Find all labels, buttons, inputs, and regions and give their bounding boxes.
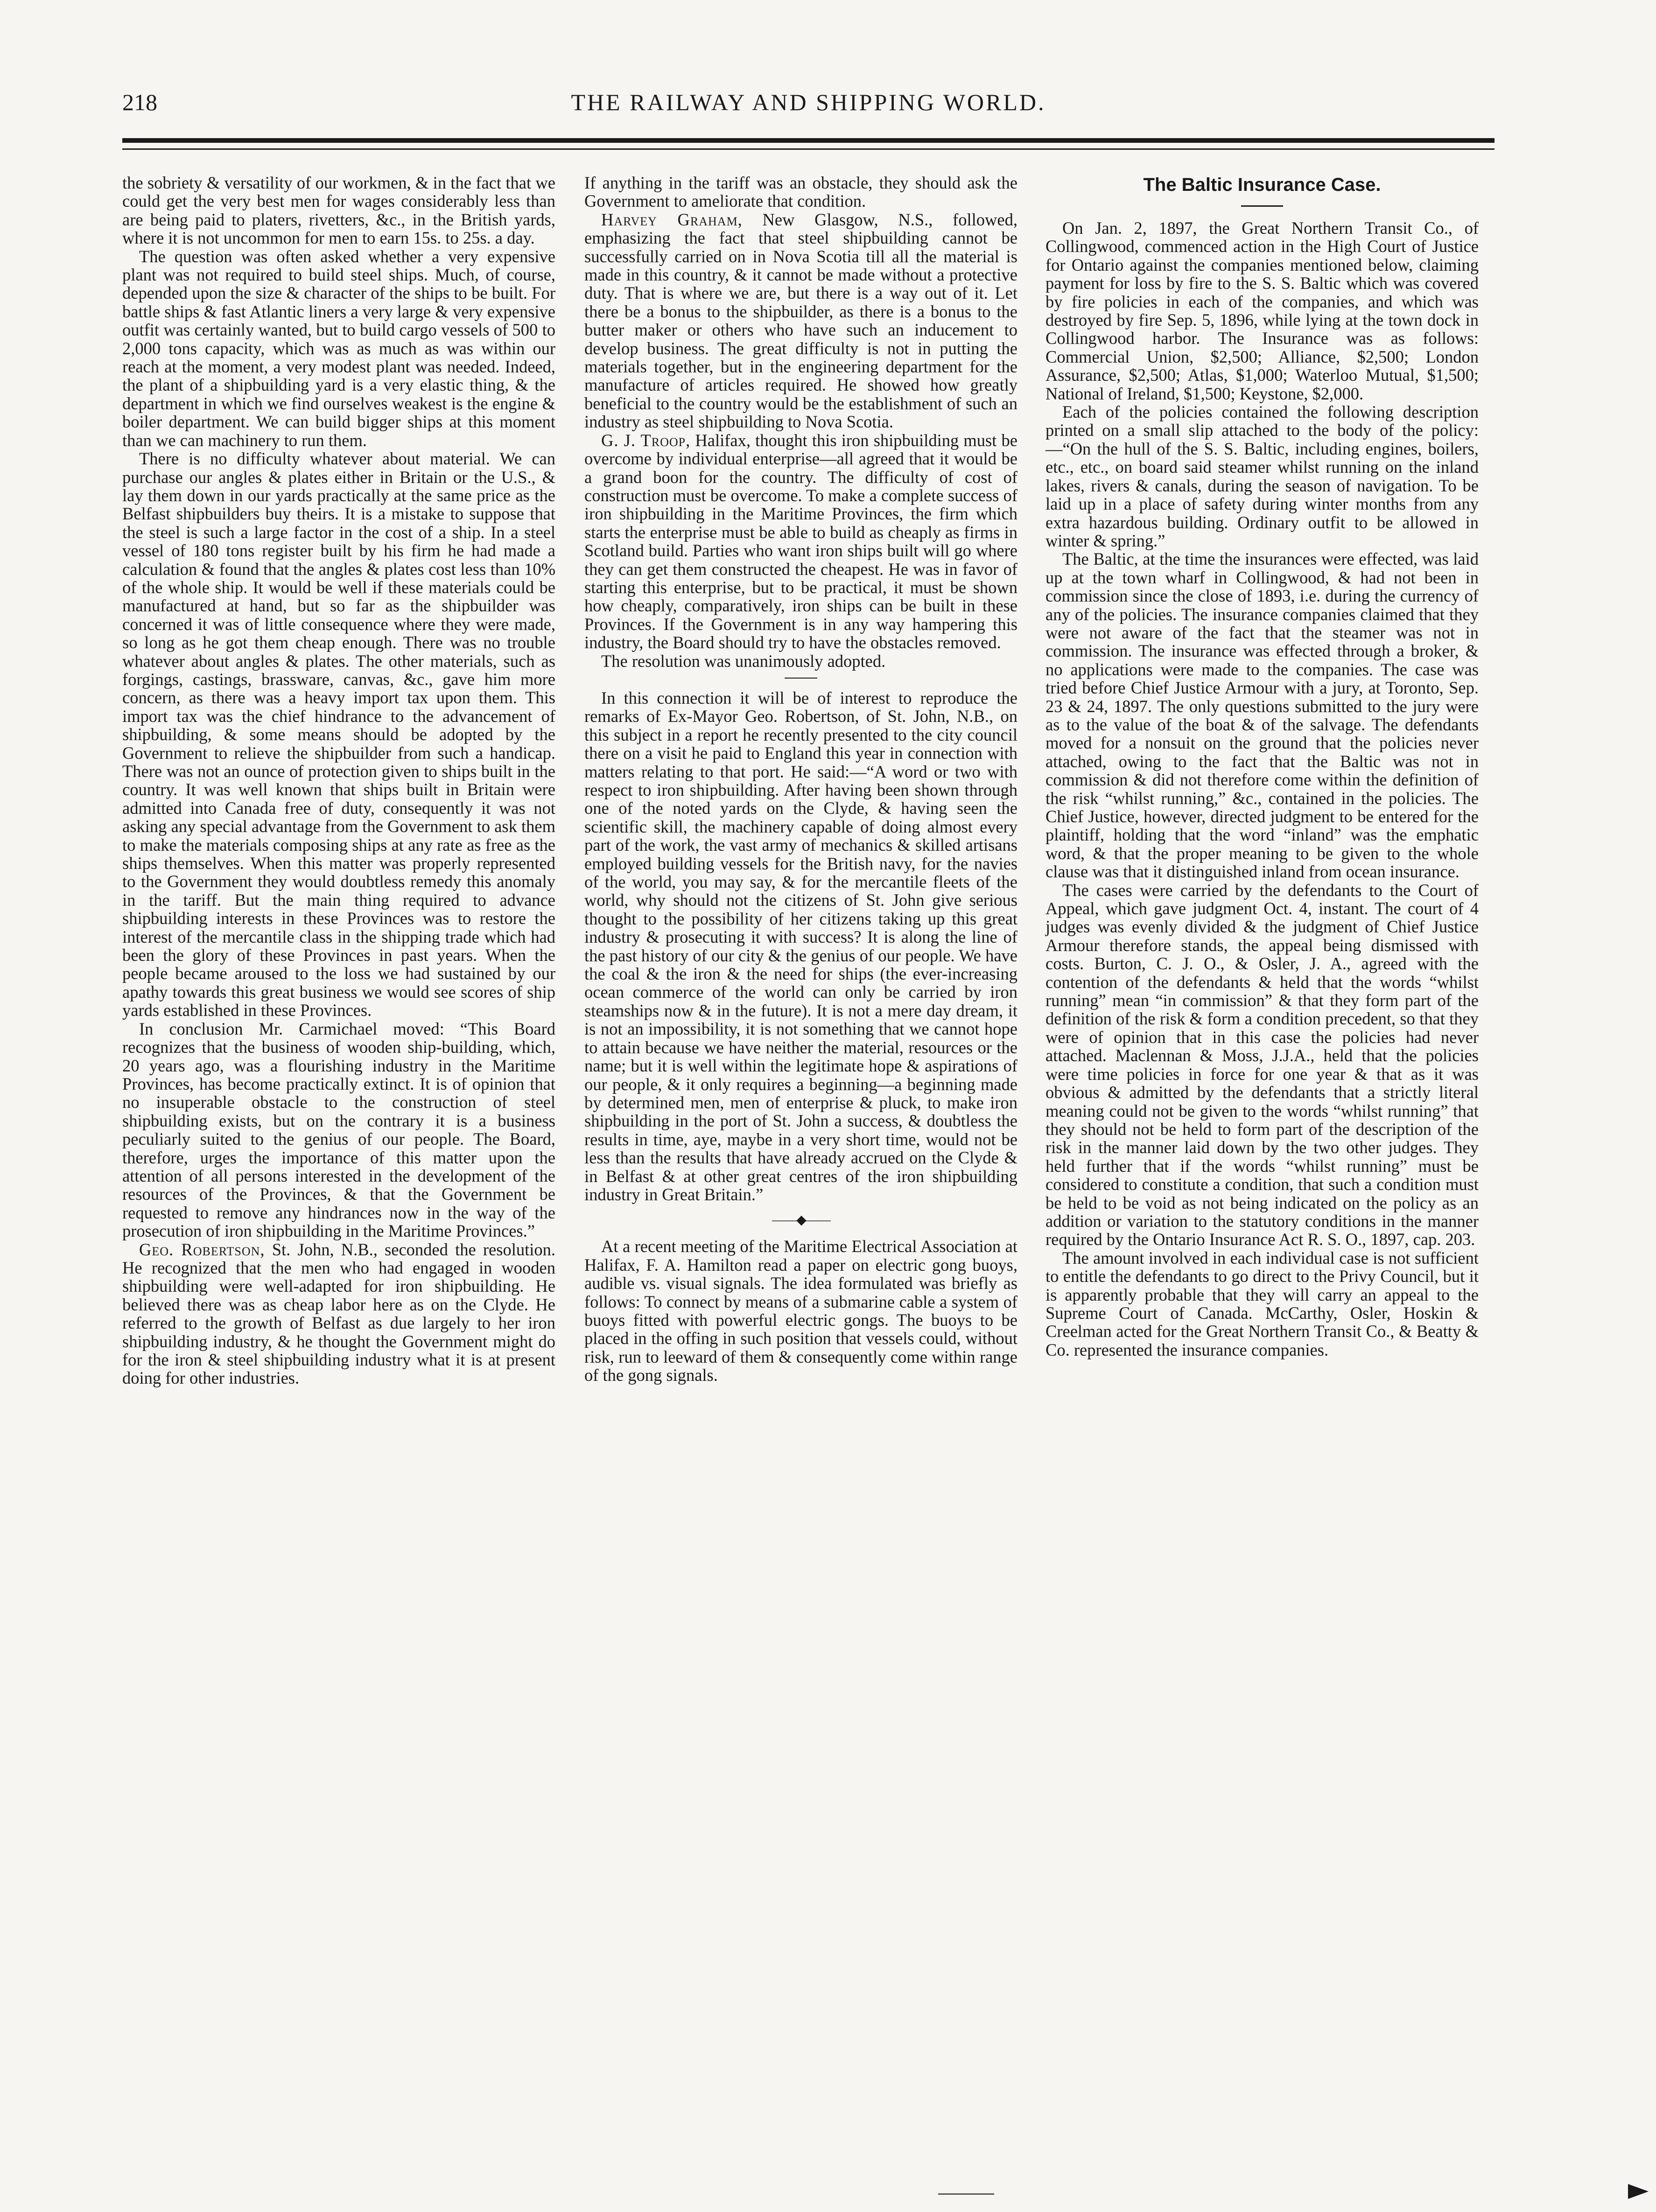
column-1 bbox=[122, 174, 555, 1387]
masthead-title: THE RAILWAY AND SHIPPING WORLD. bbox=[571, 89, 1046, 115]
col1-paragraph-2: The question was often asked whether a very expensive plant was not required to build steel ships. Much, of course, depended upon the size & character of the ships to be built. For battle ships & fast Atlantic liners a very large & very expensive outfit was certainly wanted, but to build cargo vessels of 500 to 2,000 tons capacity, which was as much as was within our reach at the moment, a very modest plant was needed. Indeed, the plant of a shipbuilding yard is a very elastic thing, & the department in which we find ourselves weakest is the engine & boiler department. We can build bigger ships at this moment than we can machinery to run them. bbox=[122, 246, 555, 450]
col3-paragraph-4: The cases were carried by the defendants to the Court of Appeal, which gave judgment Oct. 4, instant. The court of 4 judges was evenly divided & the judgment of Chief Justice Armour therefore stands, the appeal being dismissed with costs. Burton, C. J. O., & Osler, J. A., agreed with the contention of the defendants & held that the words “whilst running” mean “in commission” & that they form part of the definition of the risk & form a condition precedent, so that they were of opinion that in this case the policies had never attached. Maclennan & Moss, J.J.A., held that the policies were time policies in force for one year & that as it was obvious & admitted by the defendants that a strictly literal meaning could not be given to the words “whilst running” that they should not be held to form part of the description of the risk in the manner laid down by the two other judges. They held further that if the words “whilst running” must be considered to constitute a condition, that such a condition must be held to be void as not being indicated on the policy as an addition or variation to the statutory conditions in the manner required by the Ontario Insurance Act R. S. O., 1897, cap. 203. bbox=[1046, 880, 1479, 1249]
col2-paragraph-2-text: New Glasgow, N.S., followed, emphasizing the fact that steel shipbuilding cannot be successfully carried on in Nova Scotia till all the material is made in this country, & it cannot be made without a protective duty. That is where we are, but there is a way out of it. Let there be a bonus to the shipbuilder, as there is a bonus to the butter maker or others who have such an inducement to develop business. The great difficulty is not in putting the materials together, but in the engineering department for the manufacture of articles required. He showed how greatly beneficial to the country would be the establishment of such an industry as steel shipbuilding to Nova Scotia. bbox=[584, 210, 1017, 432]
col2-paragraph-5: In this connection it will be of interest to reproduce the remarks of Ex-Mayor Geo. Robertson, of St. John, N.B., on this subject in a report he recently presented to the city council there on a visit he paid to England this year in connection with matters relating to that port. He said:—“A word or two with respect to iron shipbuilding. After having been shown through one of the noted yards on the Clyde, & having seen the scientific skill, the machinery capable of doing almost every part of the work, the vast army of mechanics & skilled artisans employed building vessels for the British navy, for the navies of the world, you may say, & for the mercantile fleets of the world, why should not the citizens of St. John give serious thought to the possibility of her citizens taking up this great industry & prosecuting it with success? It is along the line of the past history of our city & the genius of our people. We have the coal & the iron & the need for ships (the ever-increasing ocean commerce of the world can only be carried by iron steamships now & in the future). It is not a mere day dream, it is not an impossibility, it is not something that we cannot hope to attain because we have neither the material, resources or the name; but it is well within the legitimate hope & aspirations of our people, & it only requires a beginning—a beginning made by determined men, men of enterprise & pluck, to make iron shipbuilding in the port of St. John a success, & doubtless the results in time, aye, maybe in a very short time, would not be less than the results that have already accrued on the Clyde & in Belfast & at other great centres of the iron shipbuilding industry in Great Britain.” bbox=[584, 688, 1017, 1204]
header-rule-thick bbox=[122, 138, 1495, 143]
col1-paragraph-5-text: St. John, N.B., seconded the resolution. He recognized that the men who had engaged in wooden shipbuilding were well-adapted for iron shipbuilding. He believed there was as cheap labor here as on the Clyde. He referred to the growth of Belfast as due largely to her iron shipbuilding industry, & he thought the Government might do for the iron & steel shipbuilding industry what it is at present doing for other industries. bbox=[122, 1239, 555, 1388]
title-divider bbox=[1241, 205, 1283, 207]
col3-paragraph-1: On Jan. 2, 1897, the Great Northern Transit Co., of Collingwood, commenced action in the High Court of Justice for Ontario against the companies mentioned below, claiming payment for loss by fire to the S. S. Baltic which was covered by fire policies in each of the companies, and which was destroyed by fire Sep. 5, 1896, while lying at the town dock in Collingwood harbor. The Insurance was as follows: Commercial Union, $2,500; Alliance, $2,500; London Assurance, $2,500; Atlas, $1,000; Waterloo Mutual, $1,500; National of Ireland, $1,500; Keystone, $2,000. bbox=[1046, 218, 1479, 403]
col2-paragraph-3-text: Halifax, thought this iron shipbuilding must be overcome by individual enterprise—all agreed that it would be a grand boon for the country. The difficulty of cost of construction must be overcome. To make a complete success of iron shipbuilding in the Maritime Provinces, the firm which starts the enterprise must be able to build as cheaply as firms in Scotland build. Parties who want iron ships built will go where they can get them constructed the cheapest. He was in favor of starting this enterprise, but to be practical, it must be shown how cheaply, comparatively, iron ships can be built in these Provinces. If the Government is in any way hampering this industry, the Board should try to have the obstacles removed. bbox=[584, 430, 1017, 652]
speaker-name-robertson: Geo. Robertson, bbox=[139, 1239, 265, 1259]
page-number: 218 bbox=[122, 89, 157, 115]
footer-rule bbox=[938, 2193, 994, 2195]
speaker-name-graham: Harvey Graham, bbox=[601, 210, 743, 229]
column-3 bbox=[1046, 174, 1479, 1359]
col3-paragraph-3: The Baltic, at the time the insurances were effected, was laid up at the town wharf in Collingwood, & had not been in commission since the close of 1893, i.e. during the currency of any of the policies. The insurance companies claimed that they were not aware of the fact that the steamer was not in commission. The insurance was effected through a broker, & no applications were made to the companies. The case was tried before Chief Justice Armour with a jury, at Toronto, Sep. 23 & 24, 1897. The only questions submitted to the jury were as to the value of the boat & of the salvage. The defendants moved for a nonsuit on the ground that the policies never attached, owing to the fact that the Baltic was not in commission & did not therefore come within the definition of the risk “whilst running,” &c., contained in the policies. The Chief Justice, however, directed judgment to be entered for the plaintiff, holding that the word “inland” was the emphatic word, & that the proper meaning to be given to the whole clause was that it distinguished inland from ocean insurance. bbox=[1046, 549, 1479, 882]
col2-paragraph-4: The resolution was unanimously adopted. bbox=[601, 651, 886, 671]
section-divider bbox=[785, 678, 817, 679]
article-title: The Baltic Insurance Case. bbox=[1143, 175, 1381, 195]
col1-paragraph-5 bbox=[122, 1240, 555, 1387]
col2-paragraph-2 bbox=[584, 210, 1017, 431]
col3-paragraph-5: The amount involved in each individual case is not sufficient to entitle the defendants to go direct to the Privy Council, but it is apparently probable that they will carry an appeal to the Supreme Court of Canada. McCarthy, Osler, Hoskin & Creelman acted for the Great Northern Transit Co., & Beatty & Co. represented the insurance companies. bbox=[1046, 1248, 1479, 1359]
ornament-divider: ——◆—— bbox=[772, 1213, 830, 1228]
page-header bbox=[122, 89, 1495, 117]
col1-paragraph-1: the sobriety & versatility of our workmen, & in the fact that we could get the very best men for wages considerably less than are being paid to platers, rivetters, &c., in the British yards, where it is not uncommon for men to earn 15s. to 25s. a day. bbox=[122, 173, 555, 248]
col1-paragraph-4: In conclusion Mr. Carmichael moved: “This Board recognizes that the business of wooden ship-building, which, 20 years ago, was a flourishing industry in the Maritime Provinces, has become practically extinct. It is of opinion that no insuperable obstacle to the construction of steel shipbuilding exists, but on the contrary it is a business peculiarly suited to the genius of our people. The Board, therefore, urges the importance of this matter upon the attention of all persons interested in the development of the resources of the Provinces, & that the Government be requested to remove any hindrances now in the way of the prosecution of iron shipbuilding in the Maritime Provinces.” bbox=[122, 1019, 555, 1241]
col2-paragraph-6: At a recent meeting of the Maritime Electrical Association at Halifax, F. A. Hamilton read a paper on electric gong buoys, audible vs. visual signals. The idea formulated was briefly as follows: To connect by means of a submarine cable a system of buoys fitted with powerful electric gongs. The buoys to be placed in the offing in such position that vessels could, without risk, run to leeward of them & consequently come within range of the gong signals. bbox=[584, 1237, 1017, 1385]
page-turn-arrow-icon bbox=[1628, 2184, 1649, 2199]
column-2 bbox=[584, 174, 1017, 1385]
col1-paragraph-3: There is no difficulty whatever about material. We can purchase our angles & plates either in Britain or the U.S., & lay them down in our yards practically at the same price as the Belfast shipbuilders buy theirs. It is a mistake to suppose that the steel is such a large factor in the cost of a ship. In a steel vessel of 180 tons register built by his firm he had made a calculation & found that the angles & plates cost less than 10% of the whole ship. It would be well if these materials could be manufactured at hand, but so far as the shipbuilder was concerned it was of little consequence where they were made, so long as he got them cheap enough. There was no trouble whatever about angles & plates. The other materials, such as forgings, castings, brassware, canvas, &c., gave him more concern, as there was a heavy import tax upon them. This import tax was the chief hindrance to the advancement of shipbuilding, & some means should be adopted by the Government to relieve the shipbuilder from such a handicap. There was not an ounce of protection given to ships built in the country. It was well known that ships built in Britain were admitted into Canada free of duty, consequently it was not asking any special advantage from the Government to ask them to make the materials composing ships at any rate as free as the ships themselves. When this matter was properly represented to the Government they would doubtless remedy this anomaly in the tariff. But the main thing required to advance shipbuilding interests in these Provinces was to restore the interest of the mercantile class in the shipping trade which had been the glory of these Provinces in past years. When the people became aroused to the loss we had sustained by our apathy towards this great business we would see scores of ship yards established in these Provinces. bbox=[122, 449, 555, 1020]
col2-paragraph-1: If anything in the tariff was an obstacle, they should ask the Government to ameliorate that condition. bbox=[584, 173, 1017, 211]
col2-paragraph-3 bbox=[584, 431, 1017, 652]
col3-paragraph-2: Each of the policies contained the following description printed on a small slip attached to the body of the policy:—“On the hull of the S. S. Baltic, including engines, boilers, etc., etc., on board said steamer whilst running on the inland lakes, rivers & canals, during the season of navigation. To be laid up in a place of safety during winter months from any extra hazardous building. Ordinary outfit to be allowed in winter & spring.” bbox=[1046, 402, 1479, 550]
speaker-name-troop: G. J. Troop, bbox=[601, 430, 691, 450]
header-rule-thin bbox=[122, 148, 1495, 150]
